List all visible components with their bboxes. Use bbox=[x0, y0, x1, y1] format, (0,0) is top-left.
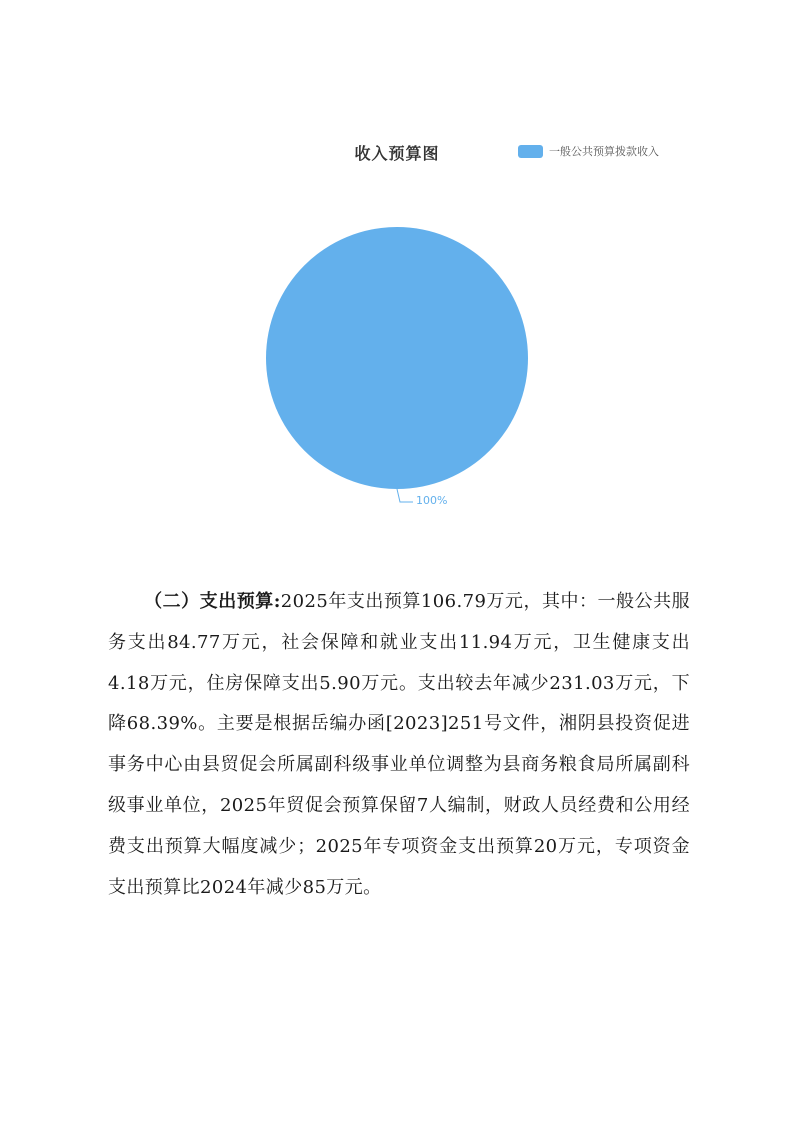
pie-slice[interactable] bbox=[266, 227, 528, 489]
expenditure-budget-paragraph bbox=[108, 582, 690, 908]
legend-label: 一般公共预算拨款收入 bbox=[549, 145, 659, 158]
label-leader-line bbox=[397, 489, 413, 502]
section-body: 2025年支出预算106.79万元，其中：一般公共服务支出84.77万元，社会保障和就业支出11.94万元，卫生健康支出4.18万元，住房保障支出5.90万元。支出较去年减少231.03万元，下降68.39%。主要是根据岳编办函[2023]251号文件，湘阴县投资促进事务中心由县贸促会所属副科级事业单位调整为县商务粮食局所属副科级事业单位，2025年贸促会预算保留7人编制，财政人员经费和公用经费支出预算大幅度减少；2025年专项资金支出预算20万元，专项资金支出预算比2024年减少85万元。 bbox=[108, 591, 690, 898]
slice-percent-label: 100% bbox=[416, 494, 448, 507]
chart-title: 收入预算图 bbox=[354, 144, 440, 163]
section-heading: （二）支出预算: bbox=[144, 591, 281, 612]
legend-swatch bbox=[518, 145, 543, 158]
pie-canvas bbox=[0, 0, 793, 540]
income-budget-pie-chart bbox=[0, 0, 793, 540]
chart-legend[interactable] bbox=[518, 143, 659, 159]
